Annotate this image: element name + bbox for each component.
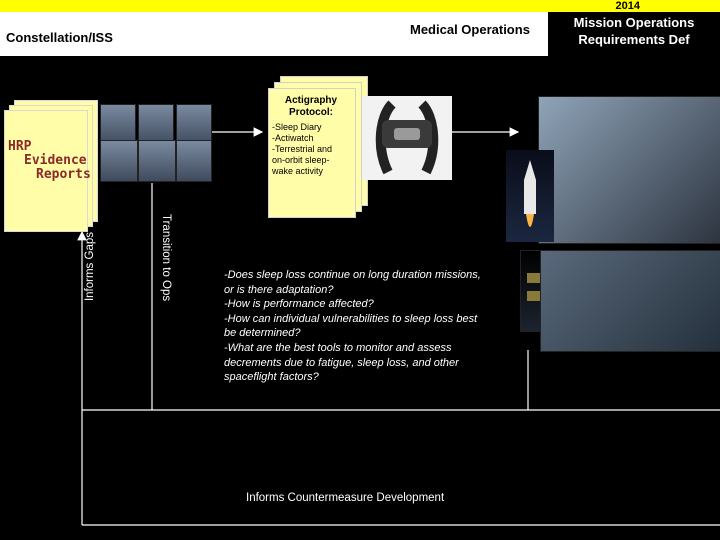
astronaut-at-console-photo (538, 96, 720, 244)
actigraphy-item: -Sleep Diary (272, 122, 322, 132)
actigraphy-item: -Actiwatch (272, 133, 314, 143)
actigraphy-title-line1: Actigraphy (284, 95, 338, 106)
informs-gaps-label (84, 232, 96, 342)
constellation-iss-title: Constellation/ISS (6, 30, 113, 45)
reports-line: Reports (36, 167, 91, 182)
research-questions (224, 268, 516, 385)
question-line: -Does sleep loss continue on long duration missions, (224, 269, 481, 281)
question-line: spaceflight factors? (224, 371, 319, 384)
question-line: -What are the best tools to monitor and assess (224, 341, 452, 354)
question-line: -How can individual vulnerabilities to sleep loss best (224, 312, 478, 325)
medical-operations-title: Medical Operations (410, 22, 530, 37)
question-line: be determined? (224, 327, 301, 340)
transition-to-ops-label (160, 214, 172, 324)
astronaut-portrait-5 (138, 140, 176, 182)
actiwatch-image (362, 96, 452, 180)
astronaut-portrait-4 (100, 140, 138, 182)
astronaut-working-photo (540, 250, 720, 352)
hrp-evidence-reports (8, 139, 104, 210)
actigraphy-item: wake activity (272, 166, 324, 176)
evidence-line: Evidence (24, 153, 87, 168)
question-line: decrements due to fatigue, sleep loss, and other (224, 356, 459, 369)
actigraphy-items (272, 122, 356, 177)
shuttle-icon (506, 150, 554, 242)
astronaut-portrait-6 (176, 140, 212, 182)
question-line: -How is performance affected? (224, 298, 374, 311)
informs-gaps-text: Informs Gaps (84, 232, 96, 302)
space-shuttle-launch-photo (506, 150, 554, 242)
year-label: 2014 (615, 0, 640, 12)
actigraphy-title (268, 95, 354, 119)
hrp-line: HRP (8, 139, 32, 154)
actigraphy-item: -Terrestrial and (272, 144, 333, 154)
mission-operations-line2: Requirements Def (578, 32, 690, 47)
informs-countermeasure-label: Informs Countermeasure Development (246, 492, 445, 504)
actigraphy-item: on-orbit sleep- (272, 155, 330, 165)
transition-to-ops-text: Transition to Ops (160, 214, 172, 302)
mission-operations-line1: Mission Operations (573, 15, 695, 30)
question-line: or is there adaptation? (224, 283, 334, 296)
actigraphy-title-line2: Protocol: (289, 107, 333, 118)
